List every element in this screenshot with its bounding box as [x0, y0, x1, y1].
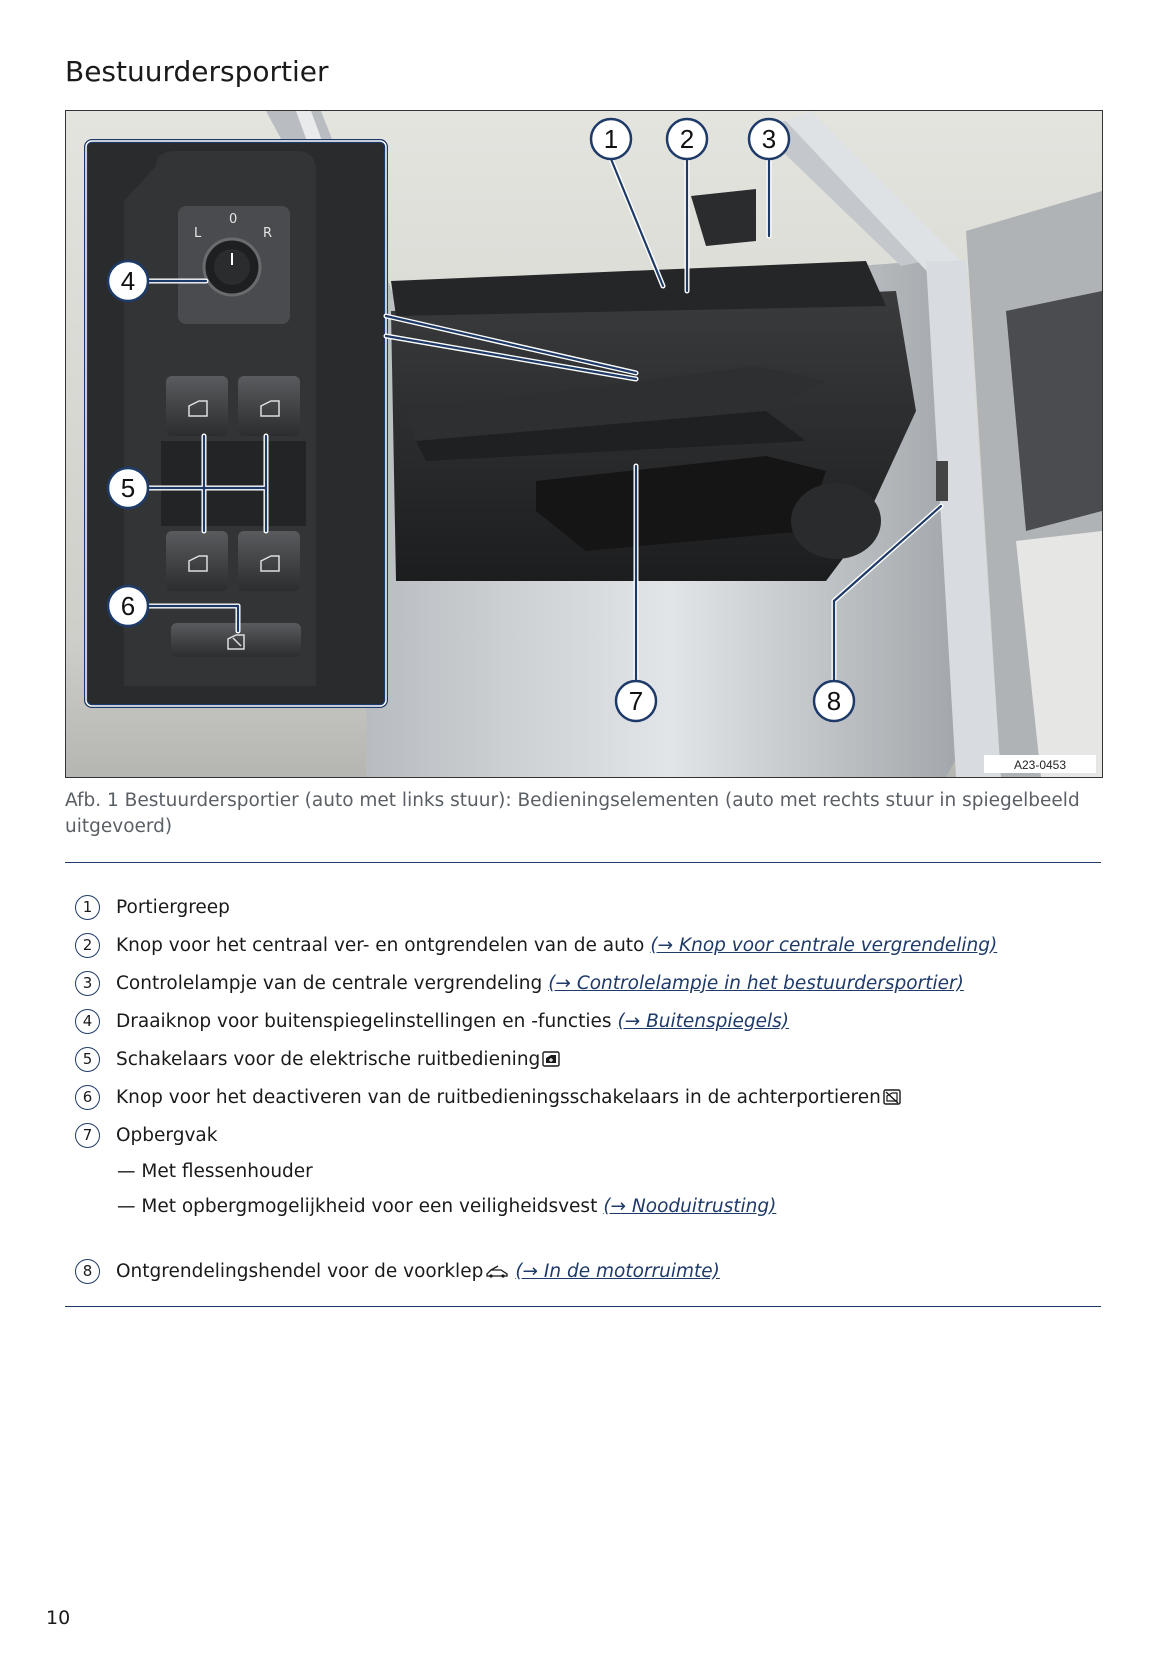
page-title: Bestuurdersportier [65, 55, 329, 88]
legend-text: Knop voor het centraal ver- en ontgrendelen van de auto [116, 934, 645, 956]
cross-reference-link[interactable]: (→ Knop voor centrale vergrendeling) [650, 934, 998, 956]
callout-2-label: 2 [679, 124, 695, 154]
legend-text: Knop voor het deactiveren van de ruitbedieningsschakelaars in de achterportieren [116, 1086, 881, 1108]
callout-5-label: 5 [120, 473, 136, 503]
figure-caption: Afb. 1 Bestuurdersportier (auto met links stuur): Bedieningselementen (auto met rechts stuur in spiegelbeeld uitgevoerd) [65, 790, 1080, 837]
callout-8-label: 8 [826, 686, 842, 716]
cross-reference-link[interactable]: (→ In de motorruimte) [515, 1260, 720, 1282]
legend-item-5 [75, 1040, 1095, 1078]
legend-text: Opbergvak [116, 1124, 218, 1146]
cross-reference-link[interactable]: (→ Controlelampje in het bestuurdersportier) [548, 972, 964, 994]
legend-subitem-2 [75, 1189, 1095, 1224]
callout-7 [616, 681, 656, 721]
legend-subitem-text: — Met opbergmogelijkheid voor een veiligheidsvest [117, 1196, 598, 1217]
switch-label-zero: 0 [229, 212, 238, 227]
hood-icon [485, 1264, 509, 1278]
window-lock-icon [883, 1089, 901, 1105]
callout-5 [108, 468, 148, 508]
callout-4-label: 4 [120, 266, 136, 296]
legend-item-8 [75, 1252, 1095, 1290]
legend-number: 2 [75, 933, 100, 958]
callout-1-label: 1 [603, 124, 619, 154]
callout-6-label: 6 [120, 591, 136, 621]
legend-item-6 [75, 1078, 1095, 1116]
legend-number: 8 [75, 1259, 100, 1284]
legend-number: 4 [75, 1009, 100, 1034]
callout-1 [591, 119, 631, 159]
legend-text: Portiergreep [116, 896, 230, 918]
legend-text: Schakelaars voor de elektrische ruitbediening [116, 1048, 541, 1070]
legend-list [75, 888, 1095, 1290]
legend-number: 7 [75, 1123, 100, 1148]
legend-number: 5 [75, 1047, 100, 1072]
legend-number: 3 [75, 971, 100, 996]
door-illustration [66, 111, 1102, 777]
legend-subitem-1 [75, 1154, 1095, 1189]
legend-number: 1 [75, 895, 100, 920]
switch-label-left: L [194, 226, 202, 241]
cross-reference-link[interactable]: (→ Nooduitrusting) [603, 1196, 777, 1217]
divider-top [65, 862, 1101, 863]
legend-item-3 [75, 964, 1095, 1002]
switch-label-right: R [263, 226, 273, 241]
image-code: A23-0453 [1013, 758, 1067, 772]
legend-text: Draaiknop voor buitenspiegelinstellingen en -functies [116, 1010, 612, 1032]
legend-item-2 [75, 926, 1095, 964]
callout-3-label: 3 [761, 124, 777, 154]
callout-4 [108, 261, 148, 301]
legend-item-1 [75, 888, 1095, 926]
divider-bottom [65, 1306, 1101, 1307]
legend-number: 6 [75, 1085, 100, 1110]
door-figure [65, 110, 1103, 778]
window-switch-icon [542, 1051, 560, 1067]
legend-text: Ontgrendelingshendel voor de voorklep [116, 1260, 484, 1282]
cross-reference-link[interactable]: (→ Buitenspiegels) [617, 1010, 790, 1032]
legend-text: Controlelampje van de centrale vergrendeling [116, 972, 543, 994]
legend-subitem-text: — Met flessenhouder [117, 1161, 313, 1182]
callout-2 [667, 119, 707, 159]
callout-6 [108, 586, 148, 626]
callout-8 [814, 681, 854, 721]
legend-item-7 [75, 1116, 1095, 1154]
page-number: 10 [46, 1607, 71, 1629]
callout-7-label: 7 [628, 686, 644, 716]
legend-item-4 [75, 1002, 1095, 1040]
callout-3 [749, 119, 789, 159]
